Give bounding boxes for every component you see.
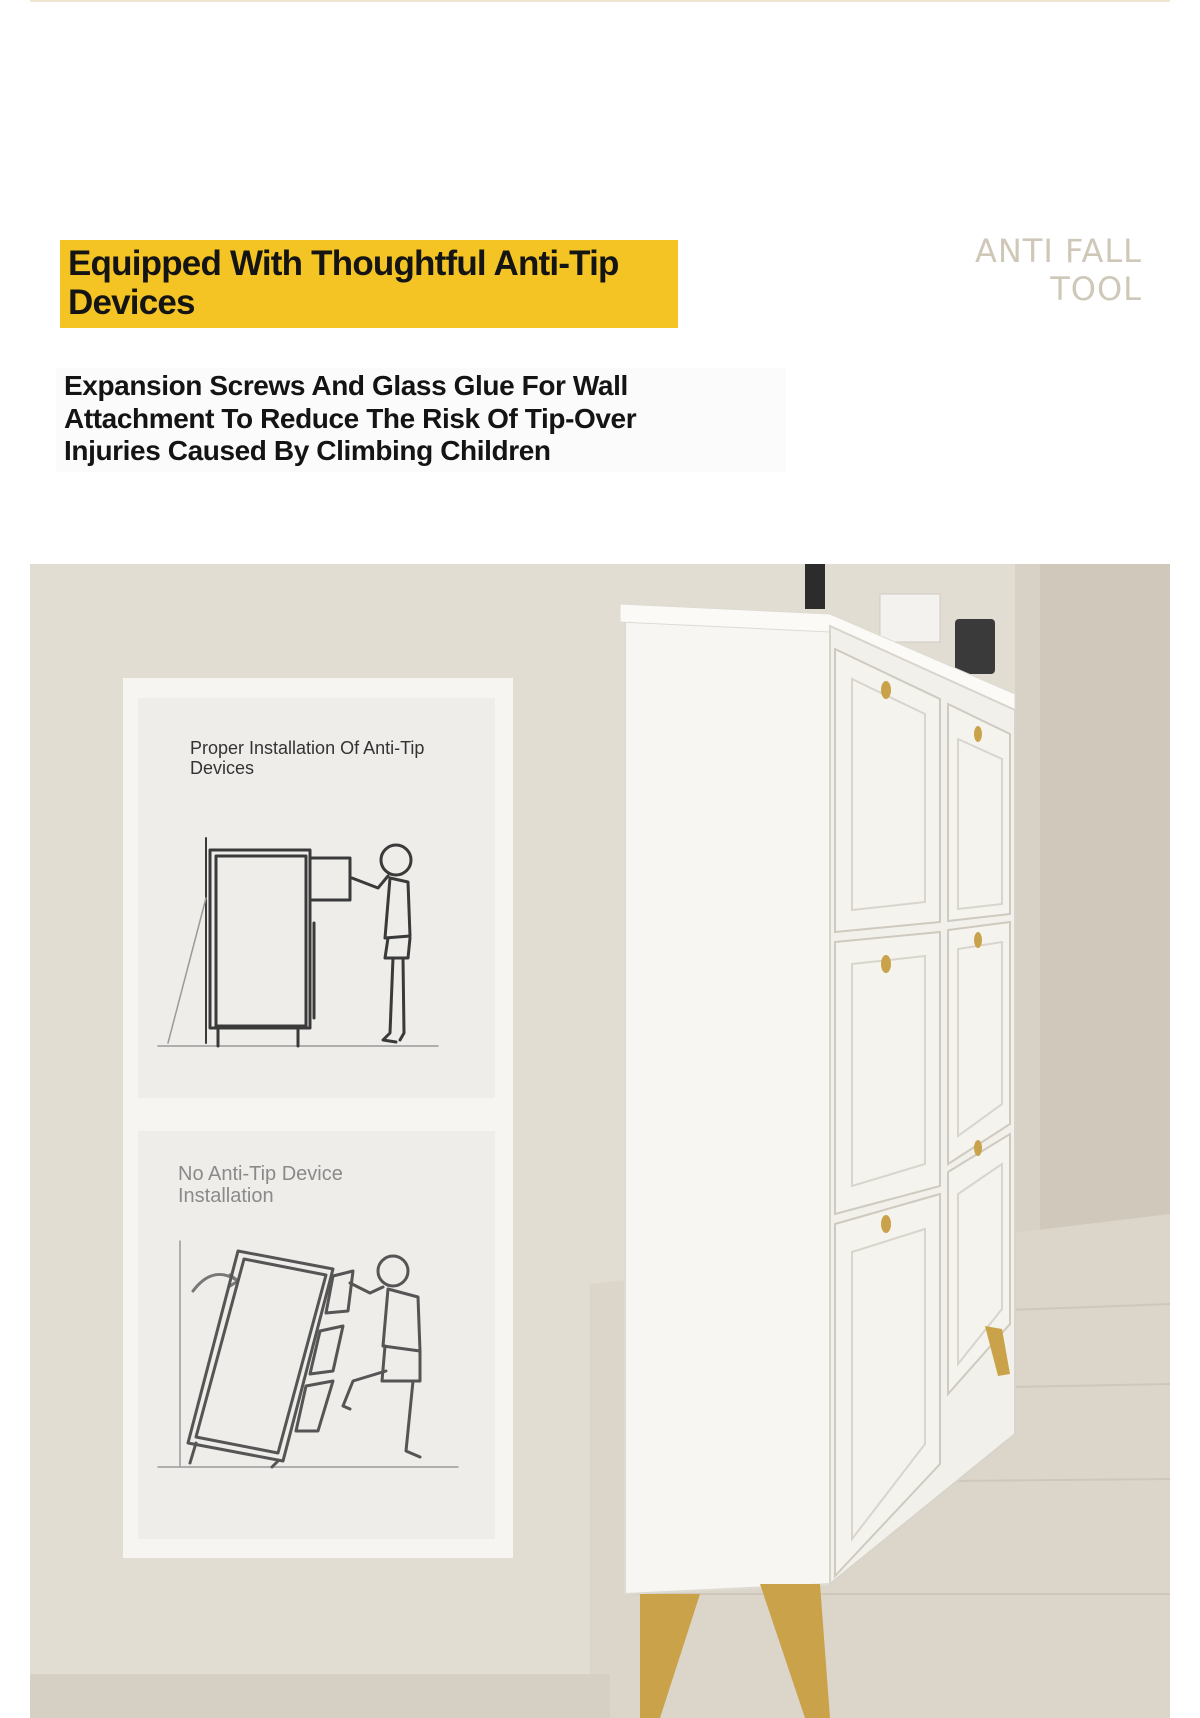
proper-installation-caption	[190, 738, 480, 778]
no-anti-tip-card	[138, 1131, 495, 1539]
anti-fall-label-line-2: TOOL	[1050, 270, 1142, 308]
proper-caption-line-2: Devices	[190, 758, 255, 778]
no-anti-tip-caption	[178, 1163, 478, 1207]
description-line-1: Expansion Screws And Glass Glue For Wall	[64, 370, 628, 401]
proper-caption-line-1: Proper Installation Of Anti-Tip	[190, 738, 425, 758]
description-line-2: Attachment To Reduce The Risk Of Tip-Over	[64, 402, 637, 434]
headline-line-1: Equipped With Thoughtful Anti-Tip	[68, 244, 619, 283]
product-photo	[30, 564, 1170, 1718]
top-divider	[30, 0, 1170, 2]
anti-fall-label-line-1: ANTI FALL	[975, 232, 1142, 270]
headline-line-2: Devices	[68, 283, 195, 322]
proper-installation-card	[138, 698, 495, 1098]
description	[56, 368, 786, 472]
tipping-cabinet-illustration	[138, 1231, 495, 1531]
description-line-3: Injuries Caused By Climbing Children	[64, 435, 551, 466]
wall-anchor-icon	[168, 898, 206, 1043]
illustration-panel	[123, 678, 513, 1558]
anti-fall-label	[882, 232, 1142, 308]
improper-caption-line-1: No Anti-Tip Device	[178, 1163, 343, 1185]
stable-cabinet-illustration	[138, 818, 495, 1098]
improper-caption-line-2: Installation	[178, 1185, 274, 1207]
headline-banner	[60, 240, 678, 328]
